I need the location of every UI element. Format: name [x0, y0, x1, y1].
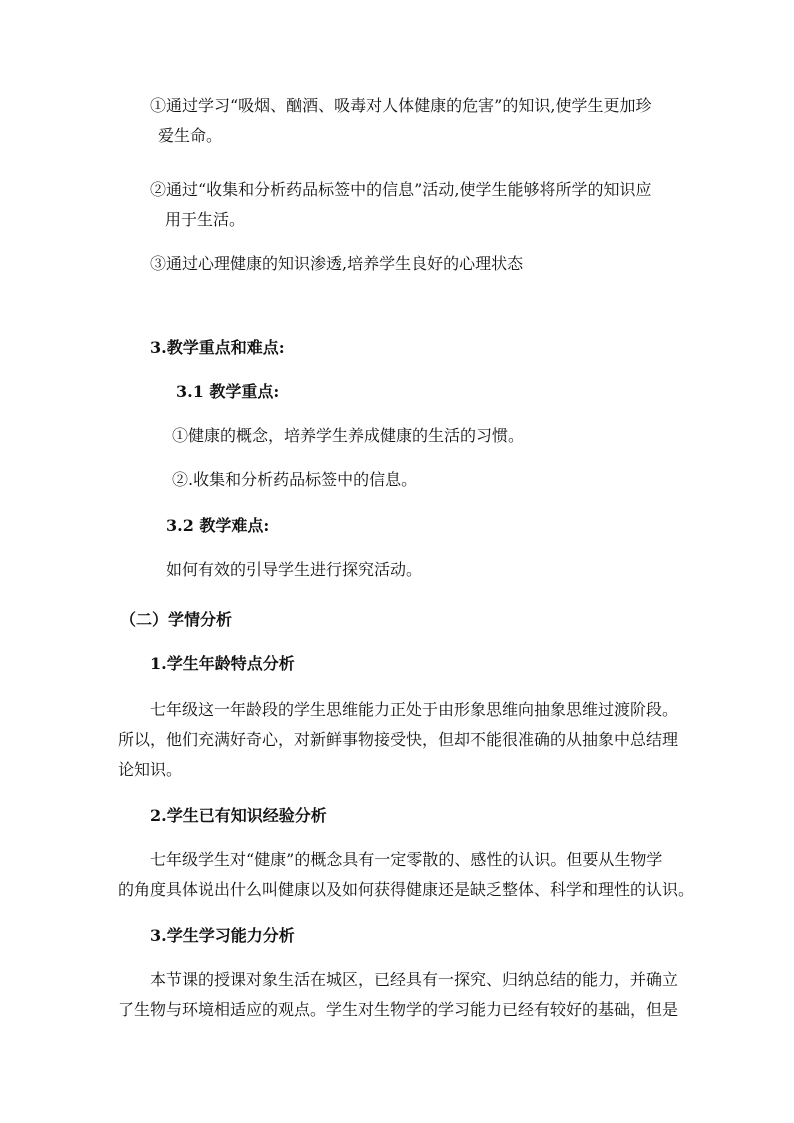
age-analysis-line-2: 所以，他们充满好奇心，对新鲜事物接受快，但却不能很准确的从抽象中总结理 — [118, 730, 679, 749]
knowledge-analysis-line-2: 的角度具体说出什么叫健康以及如何获得健康还是缺乏整体、科学和理性的认识。 — [118, 880, 695, 899]
objective-1-line-1: ①通过学习“吸烟、酗酒、吸毒对人体健康的危害”的知识,使学生更加珍 — [150, 96, 652, 115]
section-3-heading: 3.教学重点和难点: — [150, 338, 285, 357]
objective-3: ③通过心理健康的知识渗透,培养学生良好的心理状态 — [150, 254, 524, 273]
objective-1-line-2: 爱生命。 — [158, 126, 223, 145]
age-analysis-heading: 1.学生年龄特点分析 — [150, 654, 295, 673]
ability-analysis-line-2: 了生物与环境相适应的观点。学生对生物学的学习能力已经有较好的基础，但是 — [118, 1000, 679, 1019]
key-points-heading: 3.1 教学重点: — [176, 382, 280, 401]
knowledge-analysis-line-1: 七年级学生对“健康”的概念具有一定零散的、感性的认识。但要从生物学 — [150, 850, 663, 869]
ability-analysis-line-1: 本节课的授课对象生活在城区，已经具有一探究、归纳总结的能力，并确立 — [150, 970, 679, 989]
knowledge-analysis-heading: 2.学生已有知识经验分析 — [150, 806, 327, 825]
ability-analysis-heading: 3.学生学习能力分析 — [150, 926, 295, 945]
objective-2-line-1: ②通过“收集和分析药品标签中的信息”活动,使学生能够将所学的知识应 — [150, 180, 652, 199]
difficulty-heading: 3.2 教学难点: — [166, 516, 270, 535]
difficulty-text: 如何有效的引导学生进行探究活动。 — [166, 560, 423, 579]
learner-analysis-heading: （二）学情分析 — [120, 610, 233, 629]
key-point-1: ①健康的概念，培养学生养成健康的生活的习惯。 — [172, 426, 525, 445]
key-point-2: ②.收集和分析药品标签中的信息。 — [172, 470, 418, 489]
age-analysis-line-1: 七年级这一年龄段的学生思维能力正处于由形象思维向抽象思维过渡阶段。 — [150, 700, 679, 719]
age-analysis-line-3: 论知识。 — [118, 760, 183, 779]
objective-2-line-2: 用于生活。 — [165, 210, 246, 229]
